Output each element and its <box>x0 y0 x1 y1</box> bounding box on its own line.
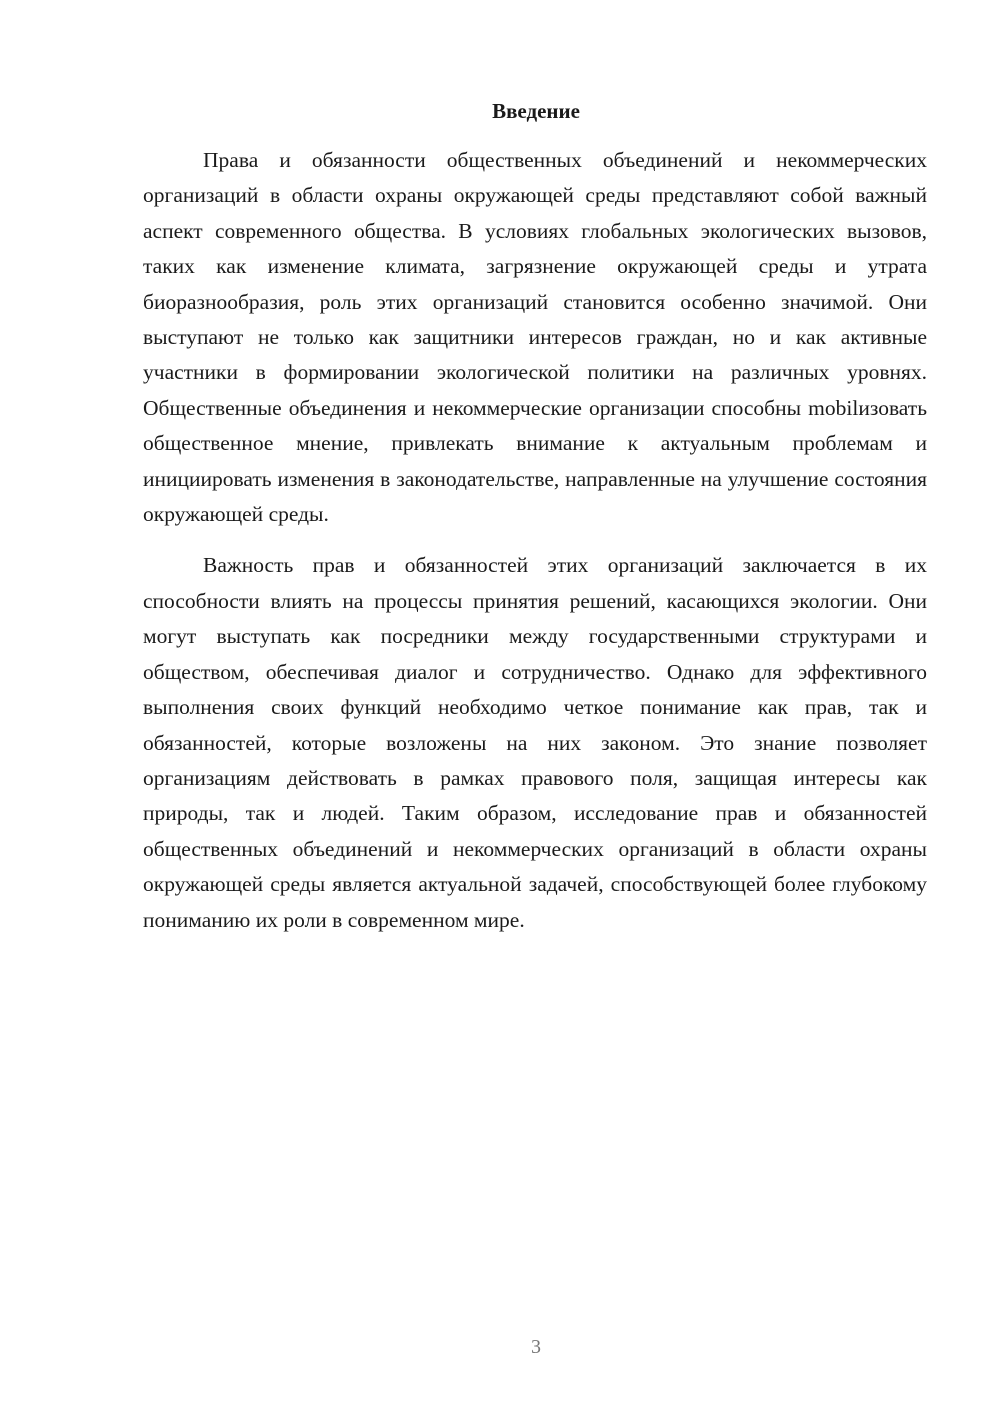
section-heading: Введение <box>492 99 580 123</box>
paragraph-2: Важность прав и обязанностей этих организаций заключается в их способности влиять на процессы принятия решений, касающихся экологии. Они могут выступать как посредники между государственными структурами и обществом, обеспечивая диалог и сотрудничество. Однако для эффективного выполнения своих функций необходимо четкое понимание как прав, так и обязанностей, которые возложены на них законом. Это знание позволяет организациям действовать в рамках правового поля, защищая интересы как природы, так и людей. Таким образом, исследование прав и обязанностей общественных объединений и некоммерческих организаций в области охраны окружающей среды является актуальной задачей, способствующей более глубокому пониманию их роли в современном мире. <box>143 553 927 932</box>
page-number: 3 <box>531 1336 541 1358</box>
body-text <box>143 143 927 938</box>
paragraph-1: Права и обязанности общественных объединений и некоммерческих организаций в области охраны окружающей среды представляют собой важный аспект современного общества. В условиях глобальных экологических вызовов, таких как изменение климата, загрязнение окружающей среды и утрата биоразнообразия, роль этих организаций становится особенно значимой. Они выступают не только как защитники интересов граждан, но и как активные участники в формировании экологической политики на различных уровнях. Общественные объединения и некоммерческие организации способны mobilизовать общественное мнение, привлекать внимание к актуальным проблемам и инициировать изменения в законодательстве, направленные на улучшение состояния окружающей среды. <box>143 148 927 527</box>
